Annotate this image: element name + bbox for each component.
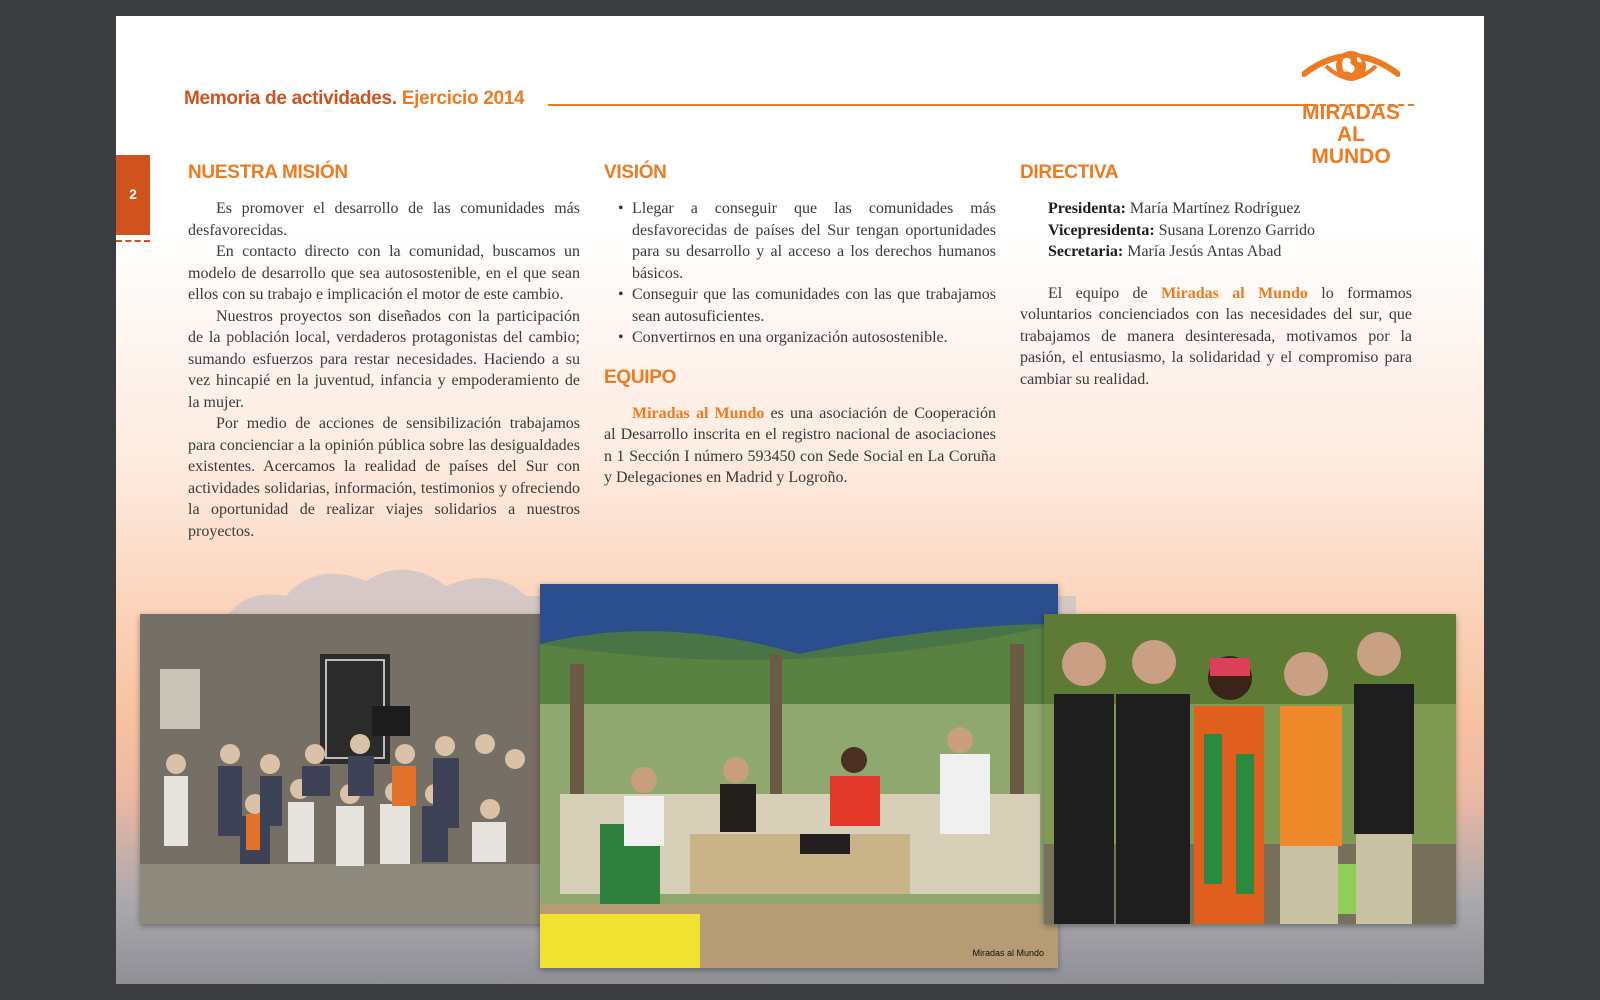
header-title-year: Ejercicio 2014	[401, 88, 525, 109]
meeting-photo-illustration	[540, 584, 1058, 968]
women-photo-illustration	[1044, 614, 1456, 924]
directiva-text-before: El equipo de	[1048, 284, 1162, 302]
vision-bullet: • Convertirnos en una organización autosostenible.	[604, 327, 996, 349]
mision-paragraph: En contacto directo con la comunidad, buscamos un modelo de desarrollo que sea autosostenible, en el que sean ellos con su trabajo e implicación el motor de este cambio.	[188, 243, 580, 303]
header-rule	[548, 104, 1310, 106]
mision-title: NUESTRA MISIÓN	[188, 162, 348, 183]
directiva-roster	[1048, 198, 1412, 263]
eye-globe-icon	[1302, 44, 1400, 96]
brochure-page	[116, 16, 1484, 984]
mision-paragraph: Nuestros proyectos son diseñados con la participación de la población local, verdaderos protagonistas del cambio; sumando esfuerzos para restar necesidades. Haciendo a su vez hincapié en la juventud, infancia y empoderamiento de la mujer.	[188, 307, 580, 411]
page-number: 2	[129, 186, 137, 202]
equipo-text: es una asociación de Cooperación al Desarrollo inscrita en el registro nacional de asociaciones n 1 Sección I número 593450 con Sede Social en La Coruña y Delegaciones en Madrid y Logroño.	[604, 404, 997, 486]
vision-list	[604, 198, 996, 349]
member-name: María Martínez Rodríguez	[1125, 200, 1301, 217]
logo-line-2: AL MUNDO	[1311, 123, 1391, 168]
member-name: María Jesús Antas Abad	[1123, 243, 1282, 260]
mision-paragraph: Por medio de acciones de sensibilización trabajamos para concienciar a la opinión pública sobre las desigualdades existentes. Acercamos la realidad de países del Sur con actividades solidarias, información, testimonios y ofreciendo la oportunidad de realizar viajes solidarios a nuestros proyectos.	[188, 415, 580, 540]
miradas-logo	[1296, 44, 1406, 168]
equipo-paragraph	[604, 403, 996, 489]
group-photo-illustration	[140, 614, 552, 924]
directiva-text-after: lo formamos voluntarios concienciados con las necesidades del sur, que trabajamos de manera desinteresada, motivamos por la pasión, el entusiasmo, la solidaridad y el compromiso para cambiar su realidad.	[1020, 284, 1412, 388]
logo-line-1: MIRADAS	[1302, 101, 1400, 124]
directiva-column	[1020, 162, 1412, 390]
directiva-member	[1048, 220, 1412, 242]
member-role: Secretaria:	[1048, 243, 1124, 260]
vision-bullet: • Llegar a conseguir que las comunidades más desfavorecidas de países del Sur tengan oportunidades para su desarrollo y al acceso a los derechos humanos básicos.	[604, 198, 996, 284]
meeting-under-canopy-photo	[540, 584, 1058, 968]
equipo-org-name: Miradas al Mundo	[632, 404, 765, 422]
member-name: Susana Lorenzo Garrido	[1154, 221, 1316, 239]
equipo-title: EQUIPO	[604, 366, 677, 388]
page-tab-dash	[116, 240, 150, 242]
page-header-title	[184, 88, 524, 110]
member-role: Vicepresidenta:	[1048, 221, 1155, 239]
women-group-photo	[1044, 614, 1456, 924]
vision-equipo-column	[604, 162, 996, 489]
directiva-org-name: Miradas al Mundo	[1161, 284, 1308, 302]
directiva-member	[1048, 198, 1412, 220]
photo-caption: Miradas al Mundo	[972, 948, 1044, 958]
directiva-member	[1048, 241, 1412, 263]
directiva-paragraph	[1020, 283, 1412, 391]
mision-paragraph: Es promover el desarrollo de las comunidades más desfavorecidas.	[188, 200, 580, 239]
member-role: Presidenta:	[1048, 200, 1126, 217]
vision-bullet: • Conseguir que las comunidades con las que trabajamos sean autosuficientes.	[604, 284, 996, 327]
logo-wordmark	[1296, 102, 1406, 168]
mision-column	[188, 162, 580, 542]
header-title-main: Memoria de actividades.	[184, 88, 397, 109]
group-photo-stone-building	[140, 614, 552, 924]
directiva-title: DIRECTIVA	[1020, 162, 1119, 183]
vision-title: VISIÓN	[604, 162, 667, 183]
